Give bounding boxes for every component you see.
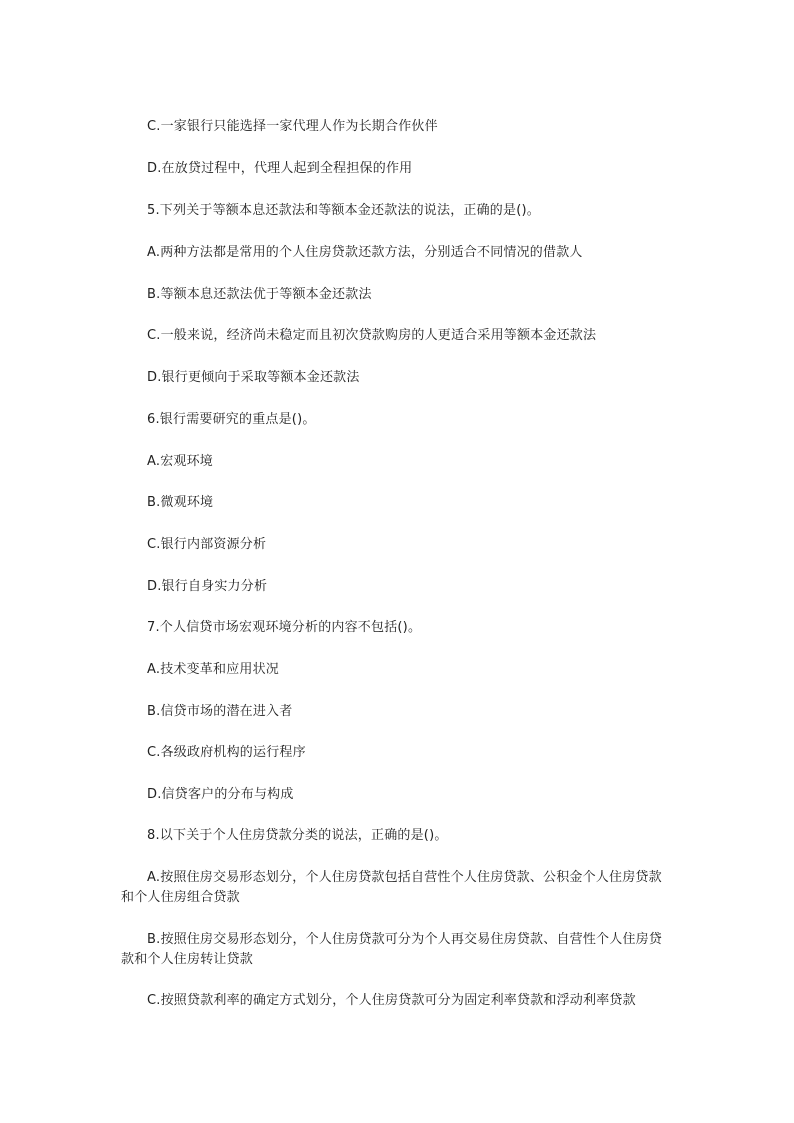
option-a-q8: A.按照住房交易形态划分，个人住房贷款包括自营性个人住房贷款、公积金个人住房贷款和个人住房组合贷款 <box>121 870 662 905</box>
option-b-q6: B.微观环境 <box>147 495 214 510</box>
option-c-q7: C.各级政府机构的运行程序 <box>147 745 306 760</box>
option-b-q8: B.按照住房交易形态划分，个人住房贷款可分为个人再交易住房贷款、自营性个人住房贷款和个人住房转让贷款 <box>121 932 663 967</box>
option-a-q7: A.技术变革和应用状况 <box>147 662 279 677</box>
option-c-q5: C.一般来说，经济尚未稳定而且初次贷款购房的人更适合采用等额本金还款法 <box>147 328 597 343</box>
option-b-q7: B.信贷市场的潜在进入者 <box>147 704 293 719</box>
question-7: 7.个人信贷市场宏观环境分析的内容不包括()。 <box>147 620 422 635</box>
question-8: 8.以下关于个人住房贷款分类的说法，正确的是()。 <box>147 828 448 843</box>
option-d-q5: D.银行更倾向于采取等额本金还款法 <box>147 370 360 385</box>
question-5: 5.下列关于等额本息还款法和等额本金还款法的说法，正确的是()。 <box>147 203 540 218</box>
question-6: 6.银行需要研究的重点是()。 <box>147 412 316 427</box>
option-c-q8: C.按照贷款利率的确定方式划分，个人住房贷款可分为固定利率贷款和浮动利率贷款 <box>147 993 636 1008</box>
option-c-q4: C.一家银行只能选择一家代理人作为长期合作伙伴 <box>147 119 438 134</box>
option-a-q6: A.宏观环境 <box>147 454 213 469</box>
option-d-q6: D.银行自身实力分析 <box>147 579 268 594</box>
option-a-q5: A.两种方法都是常用的个人住房贷款还款方法，分别适合不同情况的借款人 <box>147 245 583 260</box>
option-d-q4: D.在放贷过程中，代理人起到全程担保的作用 <box>147 161 413 176</box>
option-c-q6: C.银行内部资源分析 <box>147 537 267 552</box>
option-b-q5: B.等额本息还款法优于等额本金还款法 <box>147 287 372 302</box>
option-d-q7: D.信贷客户的分布与构成 <box>147 787 294 802</box>
